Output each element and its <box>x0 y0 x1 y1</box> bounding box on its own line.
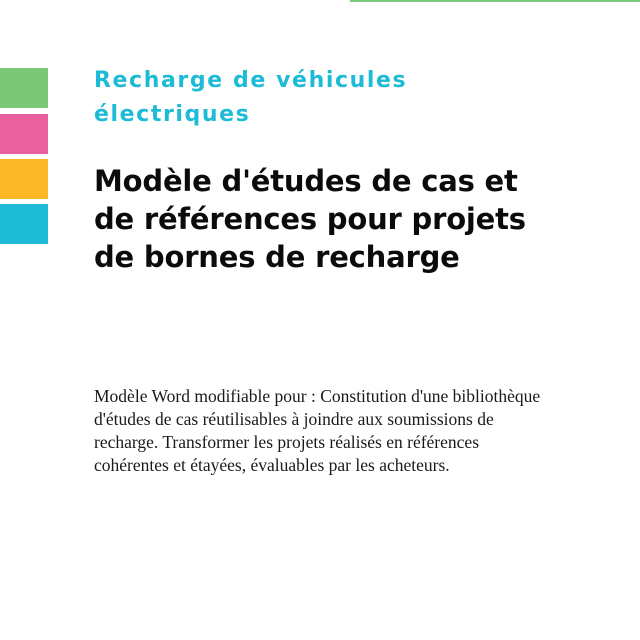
document-description: Modèle Word modifiable pour : Constitution d'une bibliothèque d'études de cas réutilisables à joindre aux soumissions de recharge. Transformer les projets réalisés en références cohérentes et étayées, évaluables par les acheteurs. <box>94 386 541 475</box>
top-accent-line <box>350 0 640 2</box>
category-label <box>94 64 514 132</box>
green-color-swatch <box>0 68 48 108</box>
category-label-line-2: électriques <box>94 102 251 127</box>
document-title <box>94 162 614 276</box>
category-label-line-1: Recharge de véhicules <box>94 68 408 93</box>
title-line-2: de références pour projets <box>94 202 526 236</box>
yellow-color-swatch <box>0 159 48 199</box>
pink-color-swatch <box>0 114 48 154</box>
cyan-color-swatch <box>0 204 48 244</box>
title-line-1: Modèle d'études de cas et <box>94 164 518 198</box>
title-line-3: de bornes de recharge <box>94 240 460 274</box>
